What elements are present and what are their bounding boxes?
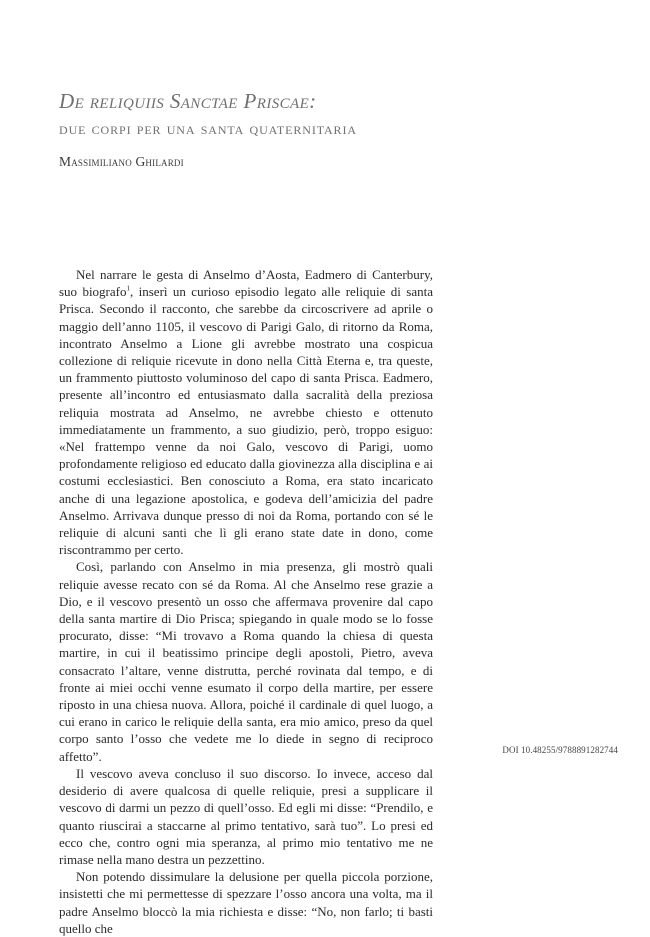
chapter-title: De reliquiis Sanctae Priscae: (59, 89, 317, 113)
body-text (59, 266, 433, 937)
paragraph-text: , inserì un curioso episodio legato alle reliquie di santa Prisca. Secondo il racconto, che sarebbe da circoscrivere ad aprile o maggio dell’anno 1105, il vescovo di Parigi Galo, di ritorno da Roma, incontrato Anselmo a Lione gli avrebbe mostrato una cospicua collezione di reliquie ricevute in dono nella Città Eterna e, tra queste, un frammento piuttosto voluminoso del capo di santa Prisca. Eadmero, presente all’incontro ed entusiasmato dalla sacralità della preziosa reliquia mostrata ad Anselmo, ne avrebbe chiesto e ottenuto immediatamente un frammento, a suo giudizio, però, troppo esiguo: «Nel frattempo venne da noi Galo, vescovo di Parigi, uomo profondamente religioso ed educato dalla giovinezza alla disciplina e ai costumi ecclesiastici. Ben conosciuto a Roma, era stato incaricato anche di una legazione apostolica, e godeva dell’amicizia del padre Anselmo. Arrivava dunque presso di noi da Roma, portando con sé le reliquie di alcuni santi che lì gli erano state date in dono, come riscontrammo per certo. (59, 284, 433, 558)
paragraph: Il vescovo aveva concluso il suo discorso. Io invece, acceso dal desiderio di avere qualcosa di quelle reliquie, presi a supplicare il vescovo di darmi un pezzo di quell’osso. Ed egli mi disse: “Prendilo, e quanto riuscirai a staccarne al primo tentativo, sarà tuo”. Lo presi ed ecco che, contro ogni mia speranza, al primo mio tentativo me ne rimase nella mano destra un pezzettino. (59, 765, 433, 867)
paragraph-text: Nel narrare le gesta di Anselmo d’Aosta, Eadmero di Canterbury, suo biografo (59, 267, 433, 300)
doi-reference: DOI 10.48255/9788891282744 (502, 745, 618, 755)
paragraph: Così, parlando con Anselmo in mia presenza, gli mostrò quali reliquie avesse recato con sé da Roma. Al che Anselmo rese grazie a Dio, e il vescovo presentò un osso che affermava provenire dal capo della santa martire di Dio Prisca; spiegando in quale modo se lo fosse procurato, disse: “Mi trovavo a Roma quando la chiesa di questa martire, in cui il beatissimo principe degli apostoli, Pietro, aveva consacrato l’altare, venne distrutta, perché rovinata dal tempo, e di fronte ai miei occhi venne esumato il corpo della martire, per essere riposto in una chiesa nuova. Allora, poiché il cardinale di quel luogo, a cui erano in carico le reliquie della santa, era mio amico, preso da quel corpo santo l’osso che vedete me lo diede in segno di reciproco affetto”. (59, 559, 433, 764)
footnote-marker[interactable]: 1 (126, 284, 130, 293)
chapter-subtitle: due corpi per una santa quaternitaria (59, 118, 357, 138)
paragraph (59, 266, 433, 558)
paragraph: Non potendo dissimulare la delusione per quella piccola porzione, insistetti che mi permettesse di spezzare l’osso ancora una volta, ma il padre Anselmo bloccò la mia richiesta e disse: “No, non farlo; ti basti quello che (59, 869, 433, 936)
author-name: Massimiliano Ghilardi (59, 154, 184, 169)
